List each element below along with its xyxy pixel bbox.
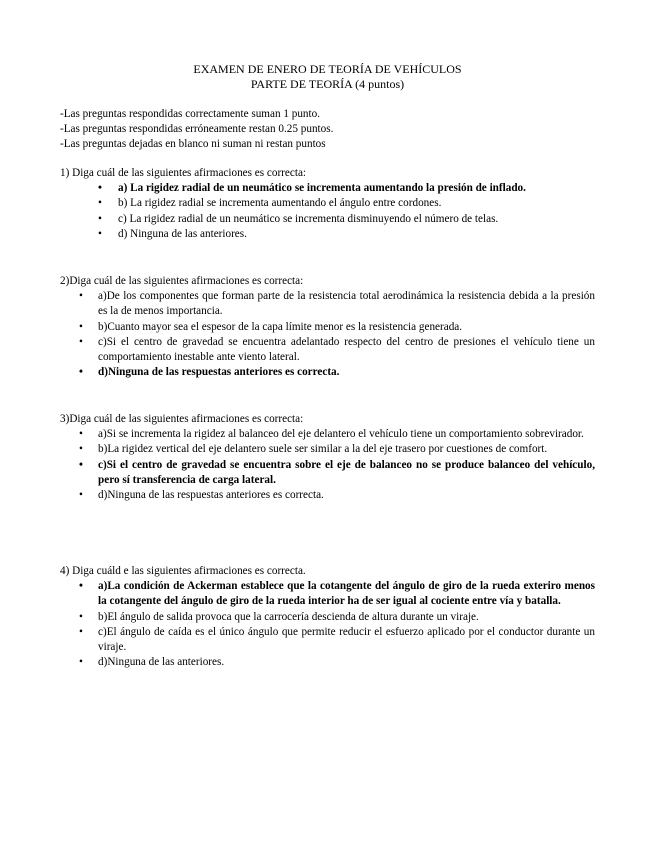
question-4-option-b: • b)El ángulo de salida provoca que la carrocería descienda de altura durante un viraje. — [60, 610, 595, 625]
question-2-heading: 2)Diga cuál de las siguientes afirmaciones es correcta: — [60, 275, 304, 287]
exam-subtitle: PARTE DE TEORÍA (4 puntos) — [250, 77, 405, 91]
question-3-option-d: • d)Ninguna de las respuestas anteriores es correcta. — [60, 488, 595, 503]
question-2-options — [60, 289, 595, 380]
question-3 — [60, 412, 595, 503]
question-3-options — [60, 427, 595, 503]
question-2 — [60, 274, 595, 380]
question-3-heading: 3)Diga cuál de las siguientes afirmaciones es correcta: — [60, 413, 304, 425]
question-4 — [60, 564, 595, 670]
question-4-option-c: • c)El ángulo de caída es el único ángulo que permite reducir el esfuerzo aplicado por el conductor durante un viraje. — [60, 625, 595, 655]
question-4-options — [60, 579, 595, 670]
question-2-option-a: • a)De los componentes que forman parte de la resistencia total aerodinámica la resistencia debida a la presión es la de menos importancia. — [60, 289, 595, 319]
question-1-option-a: • a) La rigidez radial de un neumático se incrementa aumentando la presión de inflado. — [60, 181, 595, 196]
question-2-option-d: • d)Ninguna de las respuestas anteriores es correcta. — [60, 365, 595, 380]
question-4-option-a: • a)La condición de Ackerman establece que la cotangente del ángulo de giro de la rueda exteriro menos la cotangente del ángulo de giro de la rueda interior ha de ser igual al cociente entre vía y batalla. — [60, 579, 595, 609]
rule-correct: -Las preguntas respondidas correctamente suman 1 punto. — [60, 108, 321, 120]
question-3-option-b: • b)La rigidez vertical del eje delantero suele ser similar a la del eje trasero por cuestiones de comfort. — [60, 442, 595, 457]
question-3-option-c: • c)Si el centro de gravedad se encuentra sobre el eje de balanceo no se produce balanceo del vehículo, pero sí transferencia de carga lateral. — [60, 458, 595, 488]
exam-title: EXAMEN DE ENERO DE TEORÍA DE VEHÍCULOS — [193, 62, 462, 76]
rule-blank: -Las preguntas dejadas en blanco ni suman ni restan puntos — [60, 138, 326, 151]
scoring-rules — [60, 107, 600, 153]
question-2-option-c: • c)Si el centro de gravedad se encuentra adelantado respecto del centro de presiones el vehículo tiene un comportamiento inestable ante viento lateral. — [60, 335, 595, 365]
question-1-heading: 1) Diga cuál de las siguientes afirmaciones es correcta: — [60, 167, 307, 179]
question-4-option-d: • d)Ninguna de las anteriores. — [60, 655, 595, 670]
question-1-option-b: • b) La rigidez radial se incrementa aumentando el ángulo entre cordones. — [60, 196, 595, 211]
question-3-option-a: • a)Si se incrementa la rigidez al balanceo del eje delantero el vehículo tiene un comportamiento sobrevirador. — [60, 427, 595, 442]
question-1-option-c: • c) La rigidez radial de un neumático se incrementa disminuyendo el número de telas. — [60, 212, 595, 227]
question-4-heading: 4) Diga cuáld e las siguientes afirmaciones es correcta. — [60, 565, 306, 577]
question-1-options — [60, 181, 595, 242]
question-1 — [60, 166, 595, 242]
question-2-option-b: • b)Cuanto mayor sea el espesor de la capa límite menor es la resistencia generada. — [60, 320, 595, 335]
question-1-option-d: • d) Ninguna de las anteriores. — [60, 227, 595, 242]
rule-wrong: -Las preguntas respondidas erróneamente restan 0.25 puntos. — [60, 123, 334, 136]
